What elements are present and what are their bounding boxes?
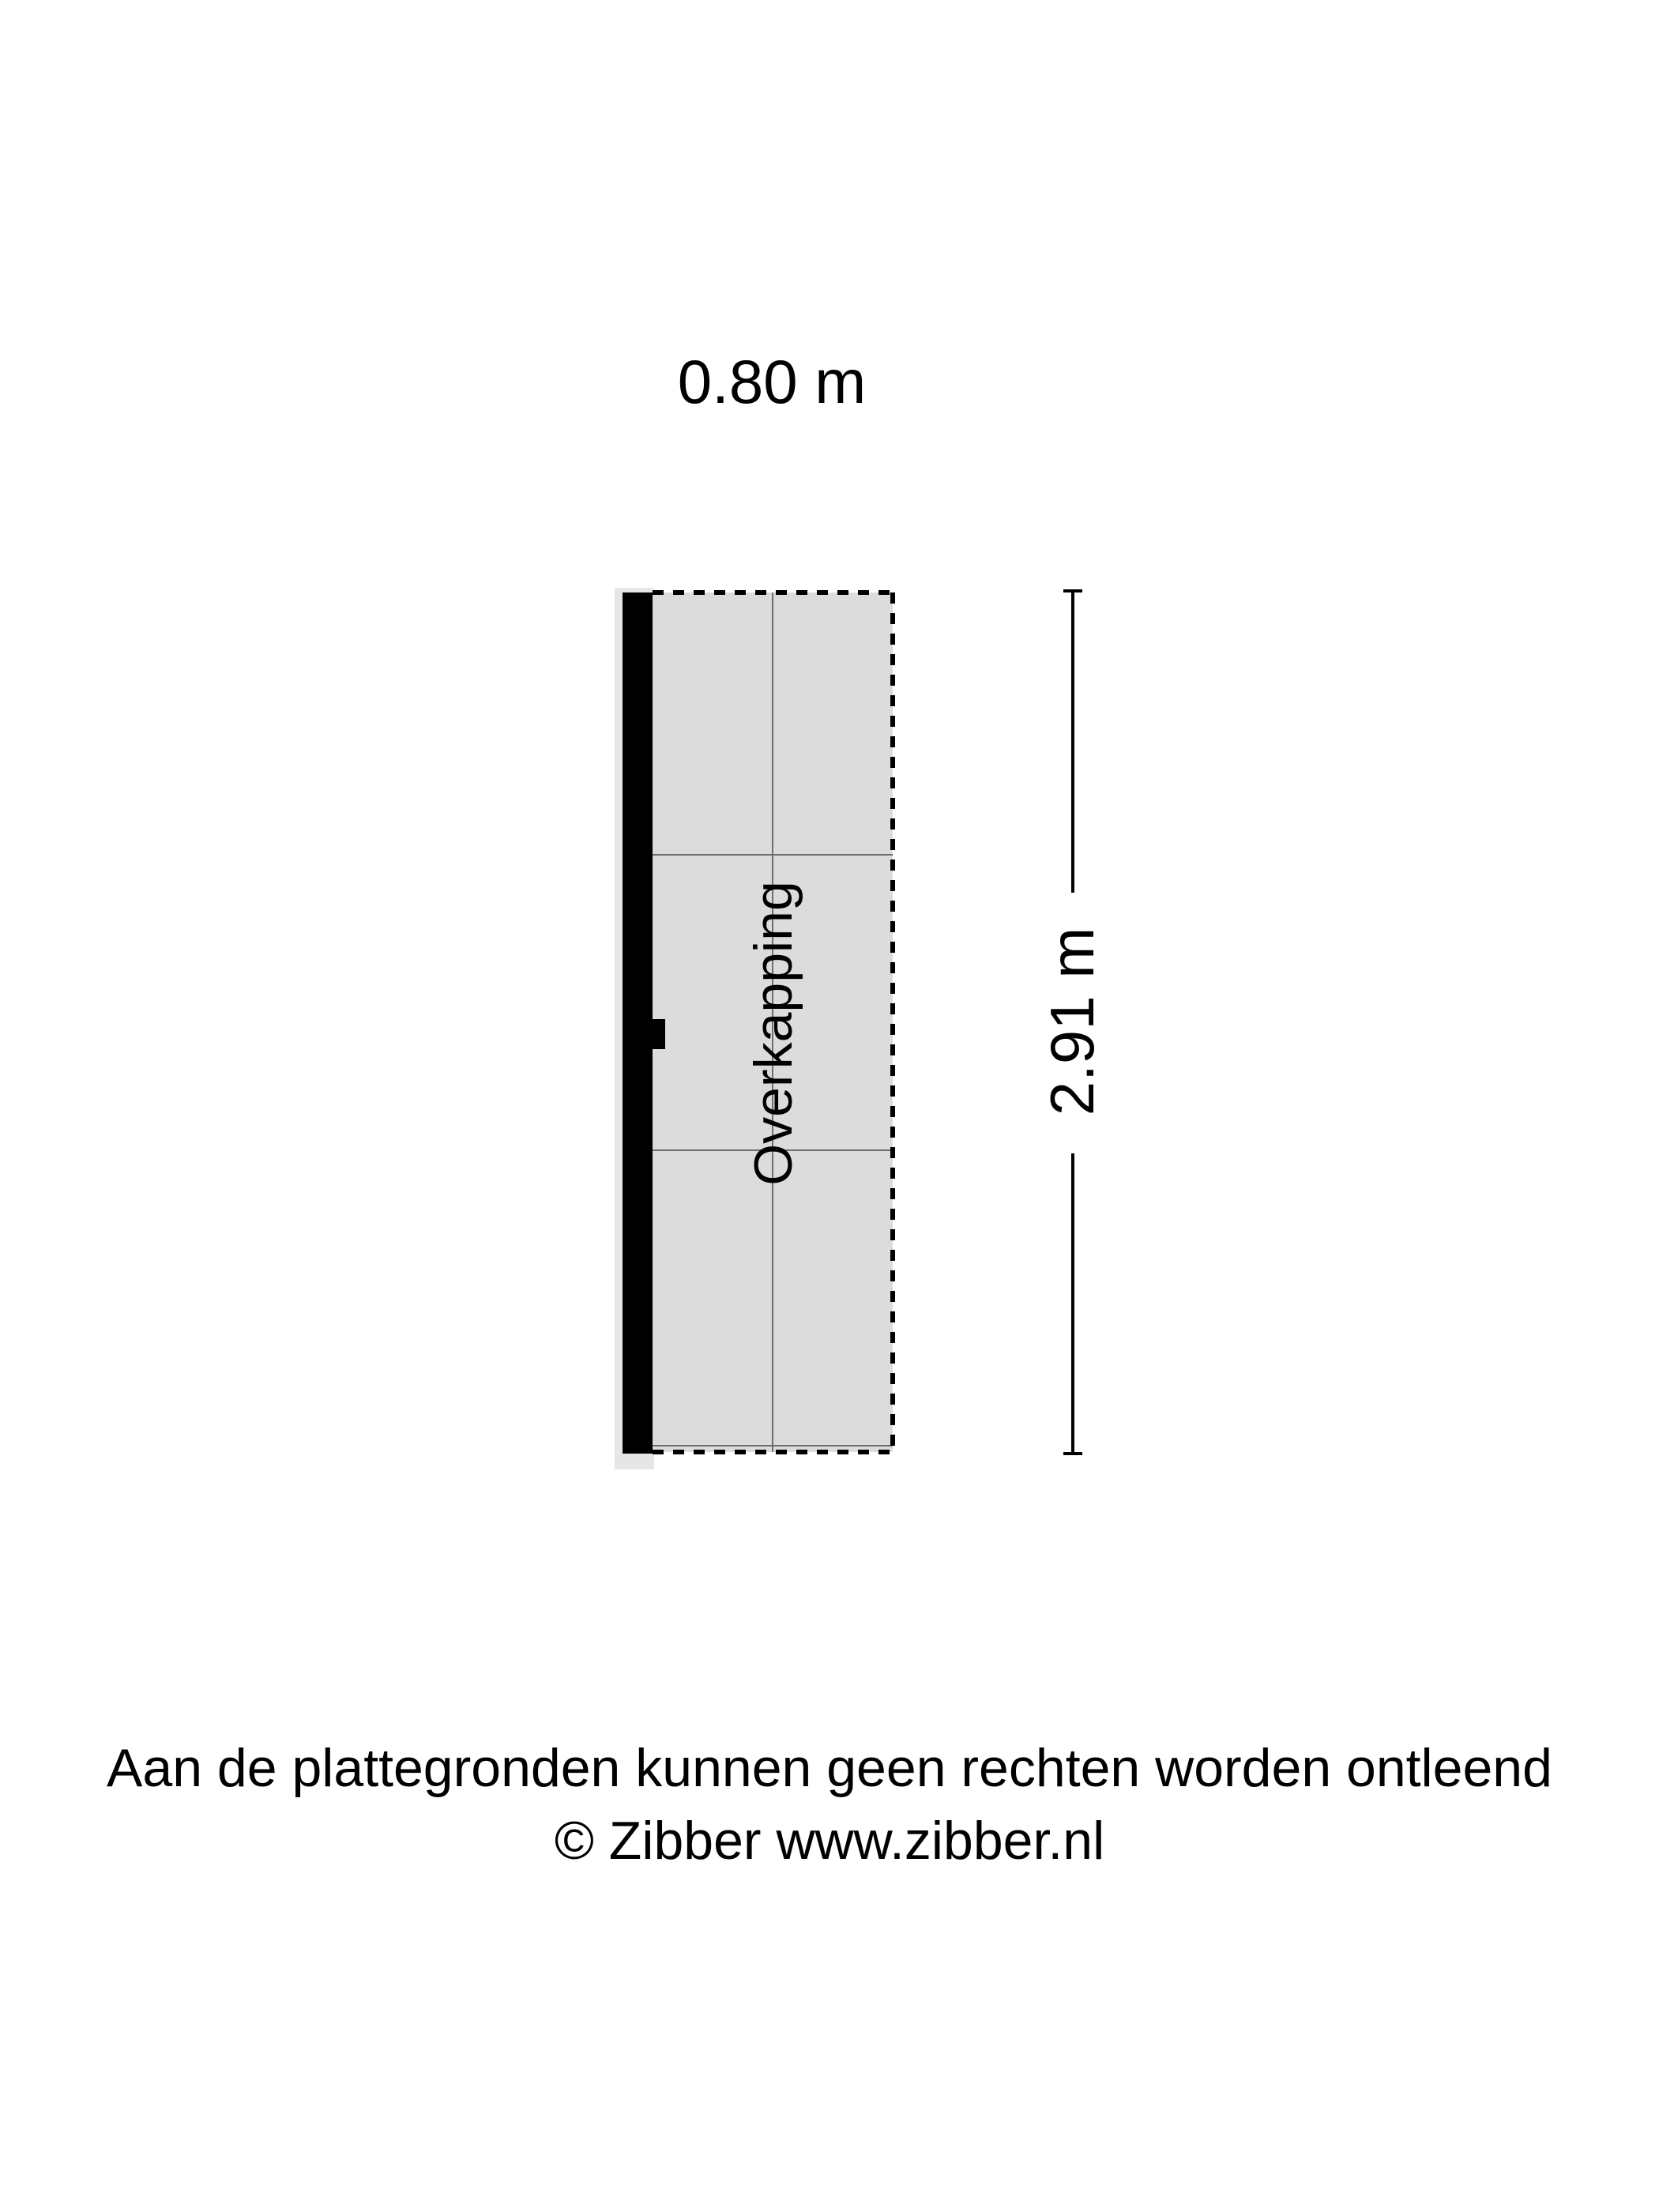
wall <box>623 592 653 1454</box>
depth-dimension-label: 2.91 m <box>1037 927 1107 1116</box>
disclaimer <box>0 1732 1659 1877</box>
room-label: Overkapping <box>743 881 803 1186</box>
copyright-text: © Zibber www.zibber.nl <box>554 1811 1105 1871</box>
wall-post <box>653 1019 665 1049</box>
disclaimer-text: Aan de plattegronden kunnen geen rechten worden ontleend <box>107 1738 1552 1798</box>
width-dimension-label: 0.80 m <box>677 347 867 416</box>
